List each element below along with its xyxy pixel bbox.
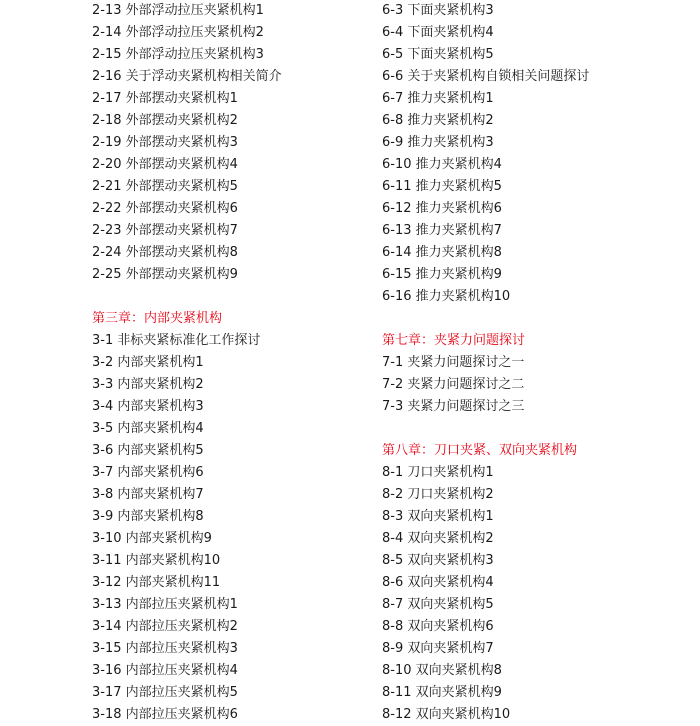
toc-entry: 6-14 推力夹紧机构8 [382, 245, 502, 260]
toc-right-column [382, 0, 589, 726]
toc-entry: 2-16 关于浮动夹紧机构相关简介 [92, 69, 282, 84]
toc-entry: 2-14 外部浮动拉压夹紧机构2 [92, 25, 264, 40]
toc-entry: 2-19 外部摆动夹紧机构3 [92, 135, 238, 150]
toc-entry: 6-11 推力夹紧机构5 [382, 179, 502, 194]
section-gap [92, 286, 282, 308]
chapter-heading: 第八章：刀口夹紧、双向夹紧机构 [382, 443, 578, 458]
toc-entry: 3-13 内部拉压夹紧机构1 [92, 597, 238, 612]
toc-entry: 6-6 关于夹紧机构自锁相关问题探讨 [382, 69, 590, 84]
toc-entry: 8-12 双向夹紧机构10 [382, 707, 511, 722]
chapter-heading: 第三章：内部夹紧机构 [92, 311, 223, 326]
toc-entry: 8-2 刀口夹紧机构2 [382, 487, 494, 502]
toc-entry: 3-5 内部夹紧机构4 [92, 421, 204, 436]
toc-entry: 3-14 内部拉压夹紧机构2 [92, 619, 238, 634]
toc-entry: 2-23 外部摆动夹紧机构7 [92, 223, 238, 238]
toc-entry: 7-1 夹紧力问题探讨之一 [382, 355, 525, 370]
toc-left-column [92, 0, 282, 726]
toc-entry: 3-17 内部拉压夹紧机构5 [92, 685, 238, 700]
toc-entry: 3-3 内部夹紧机构2 [92, 377, 204, 392]
toc-entry: 8-4 双向夹紧机构2 [382, 531, 494, 546]
toc-entry: 3-10 内部夹紧机构9 [92, 531, 212, 546]
toc-entry: 2-20 外部摆动夹紧机构4 [92, 157, 238, 172]
toc-entry: 8-1 刀口夹紧机构1 [382, 465, 494, 480]
toc-entry: 6-13 推力夹紧机构7 [382, 223, 502, 238]
toc-entry: 2-25 外部摆动夹紧机构9 [92, 267, 238, 282]
toc-entry: 3-15 内部拉压夹紧机构3 [92, 641, 238, 656]
section-gap [382, 418, 589, 440]
toc-entry: 6-3 下面夹紧机构3 [382, 3, 494, 18]
toc-entry: 2-17 外部摆动夹紧机构1 [92, 91, 238, 106]
chapter-heading: 第七章：夹紧力问题探讨 [382, 333, 526, 348]
toc-entry: 2-15 外部浮动拉压夹紧机构3 [92, 47, 264, 62]
toc-entry: 2-13 外部浮动拉压夹紧机构1 [92, 3, 264, 18]
toc-entry: 2-24 外部摆动夹紧机构8 [92, 245, 238, 260]
toc-entry: 6-8 推力夹紧机构2 [382, 113, 494, 128]
toc-entry: 8-3 双向夹紧机构1 [382, 509, 494, 524]
toc-entry: 6-10 推力夹紧机构4 [382, 157, 502, 172]
toc-entry: 6-5 下面夹紧机构5 [382, 47, 494, 62]
toc-entry: 3-9 内部夹紧机构8 [92, 509, 204, 524]
toc-entry: 8-11 双向夹紧机构9 [382, 685, 502, 700]
toc-entry: 6-16 推力夹紧机构10 [382, 289, 511, 304]
toc-entry: 3-2 内部夹紧机构1 [92, 355, 204, 370]
toc-entry: 3-11 内部夹紧机构10 [92, 553, 221, 568]
toc-entry: 7-3 夹紧力问题探讨之三 [382, 399, 525, 414]
toc-entry: 3-18 内部拉压夹紧机构6 [92, 707, 238, 722]
toc-entry: 8-8 双向夹紧机构6 [382, 619, 494, 634]
toc-entry: 8-7 双向夹紧机构5 [382, 597, 494, 612]
toc-entry: 8-9 双向夹紧机构7 [382, 641, 494, 656]
toc-entry: 7-2 夹紧力问题探讨之二 [382, 377, 525, 392]
toc-entry: 8-10 双向夹紧机构8 [382, 663, 502, 678]
toc-entry: 3-1 非标夹紧标准化工作探讨 [92, 333, 261, 348]
toc-entry: 3-7 内部夹紧机构6 [92, 465, 204, 480]
toc-entry: 2-21 外部摆动夹紧机构5 [92, 179, 238, 194]
section-gap [382, 308, 589, 330]
toc-entry: 6-12 推力夹紧机构6 [382, 201, 502, 216]
toc-entry: 6-4 下面夹紧机构4 [382, 25, 494, 40]
toc-entry: 6-7 推力夹紧机构1 [382, 91, 494, 106]
toc-entry: 6-15 推力夹紧机构9 [382, 267, 502, 282]
toc-entry: 6-9 推力夹紧机构3 [382, 135, 494, 150]
toc-entry: 3-12 内部夹紧机构11 [92, 575, 221, 590]
toc-entry: 8-6 双向夹紧机构4 [382, 575, 494, 590]
toc-entry: 2-18 外部摆动夹紧机构2 [92, 113, 238, 128]
toc-entry: 3-4 内部夹紧机构3 [92, 399, 204, 414]
toc-entry: 3-6 内部夹紧机构5 [92, 443, 204, 458]
toc-entry: 2-22 外部摆动夹紧机构6 [92, 201, 238, 216]
toc-entry: 8-5 双向夹紧机构3 [382, 553, 494, 568]
toc-entry: 3-16 内部拉压夹紧机构4 [92, 663, 238, 678]
toc-entry: 3-8 内部夹紧机构7 [92, 487, 204, 502]
